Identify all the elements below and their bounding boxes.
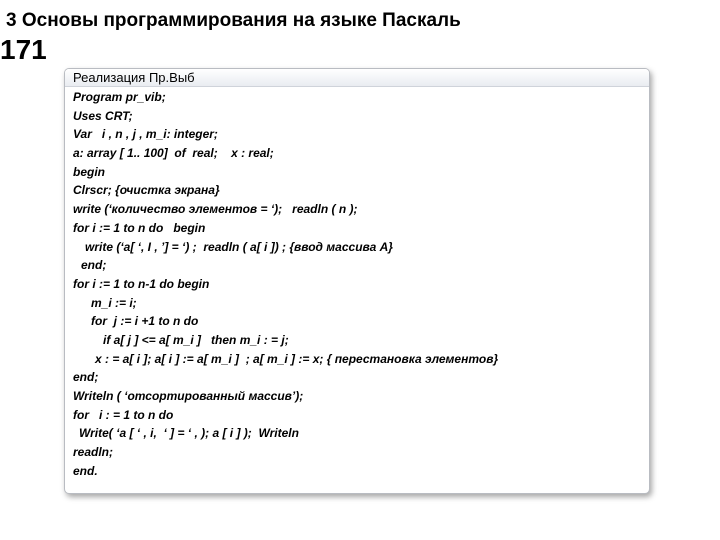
code-line: m_i := i;: [91, 295, 137, 310]
code-block: [65, 87, 649, 480]
code-line: a: array [ 1.. 100] of real; x : real;: [73, 146, 274, 161]
code-line: readln;: [73, 445, 114, 460]
code-panel: [64, 68, 650, 494]
code-line: Writeln ( ‘отсортированный массив’);: [73, 389, 304, 403]
code-line: Program pr_vib;: [73, 90, 166, 104]
code-line: Clrscr; {очистка экрана}: [73, 183, 220, 198]
code-line: for i : = 1 to n do: [73, 407, 174, 422]
code-line: end;: [73, 370, 99, 385]
code-line: if a[ j ] <= a[ m_i ] then m_i : = j;: [103, 332, 289, 347]
code-line: Var i , n , j , m_i: integer;: [73, 127, 218, 142]
slide-number: 171: [0, 34, 47, 65]
code-line: begin: [73, 164, 105, 179]
code-line: x : = a[ i ]; a[ i ] := a[ m_i ] ; a[ m_i ] := x; { перестановка элементов}: [95, 351, 499, 366]
code-line: Write( ‘a [ ‘ , i, ‘ ] = ‘ , ); a [ i ] ); Writeln: [79, 426, 299, 441]
code-line: write (‘количество элементов = ‘); readln ( n );: [73, 202, 358, 217]
panel-title: Реализация Пр.Выб: [65, 69, 649, 87]
code-line: for j := i +1 to n do: [91, 314, 199, 329]
page-title: 3 Основы программирования на языке Паскаль: [6, 10, 461, 31]
code-line: for i := 1 to n-1 do begin: [73, 276, 210, 291]
code-line: Uses CRT;: [73, 108, 133, 123]
code-line: for i := 1 to n do begin: [73, 220, 206, 235]
code-line: end.: [73, 463, 98, 478]
code-line: write (‘a[ ‘, I , ’] = ‘) ; readln ( a[ i ]) ; {ввод массива А}: [85, 239, 393, 254]
code-line: end;: [81, 258, 107, 273]
